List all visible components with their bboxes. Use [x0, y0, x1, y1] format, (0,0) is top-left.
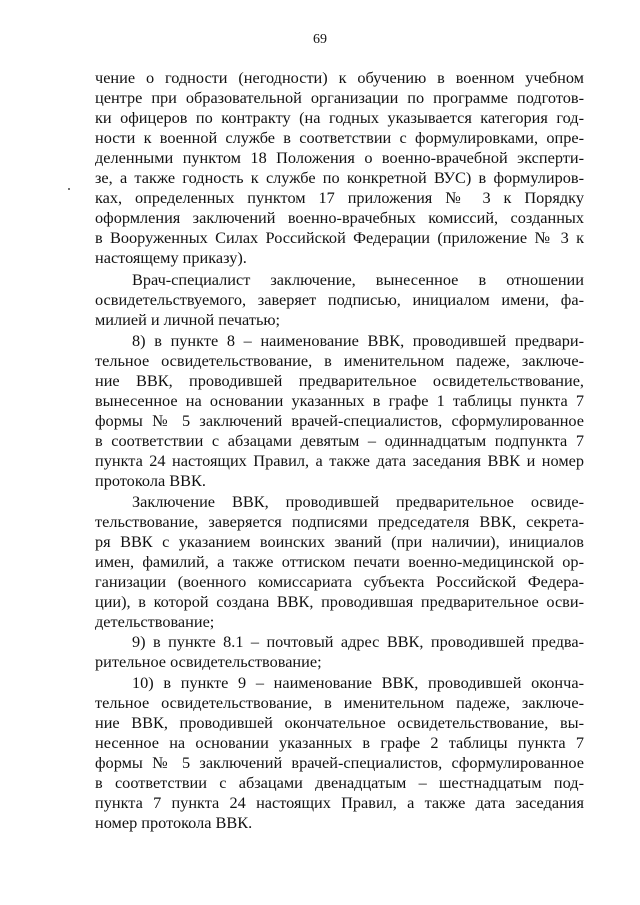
text-line: 9) в пункте 8.1 – почтовый адрес ВВК, проводившей предва- — [132, 632, 584, 651]
text-line: ции), в которой создана ВВК, проводившая предварительное осви- — [95, 592, 584, 611]
text-line: настоящему приказу). — [95, 248, 247, 267]
text-line: тельствование, заверяется подписями председателя ВВК, секрета- — [95, 512, 584, 531]
text-line: формы № 5 заключений врачей-специалистов, сформулированное — [95, 411, 584, 430]
text-line: несенное на основании указанных в графе 2 таблицы пункта 7 — [95, 733, 584, 752]
text-line: тельное освидетельствование, в именительном падеже, заключе- — [95, 351, 584, 370]
text-line: вынесенное на основании указанных в графе 1 таблицы пункта 7 — [95, 391, 584, 410]
text-line: Заключение ВВК, проводившей предварительное освиде- — [132, 492, 584, 511]
text-line: оформления заключений военно-врачебных комиссий, созданных — [95, 208, 584, 227]
text-line: чение о годности (негодности) к обучению в военном учебном — [95, 68, 584, 87]
text-line: ганизации (военного комиссариата субъекта Российской Федера- — [95, 572, 584, 591]
text-line: детельствование; — [95, 612, 215, 631]
text-line: в соответствии с абзацами девятым – одиннадцатым подпункта 7 — [95, 431, 584, 450]
text-line: формы № 5 заключений врачей-специалистов, сформулированное — [95, 753, 584, 772]
text-line: пункта 24 настоящих Правил, а также дата заседания ВВК и номер — [95, 451, 584, 470]
text-line: зе, а также годность к службе по конкретной ВУС) в формулиров- — [95, 168, 584, 187]
text-line: Врач-специалист заключение, вынесенное в отношении — [132, 270, 584, 289]
text-line: освидетельствуемого, заверяет подписью, инициалом имени, фа- — [95, 290, 584, 309]
text-line: деленными пунктом 18 Положения о военно-врачебной эксперти- — [95, 148, 584, 167]
text-line: ках, определенных пунктом 17 приложения № 3 к Порядку — [95, 188, 584, 207]
text-line: протокола ВВК. — [95, 471, 206, 490]
text-line: 10) в пункте 9 – наименование ВВК, проводившей оконча- — [132, 673, 584, 692]
text-line: пункта 7 пункта 24 настоящих Правил, а также дата заседания — [95, 793, 584, 812]
text-line: ря ВВК с указанием воинских званий (при наличии), инициалов — [95, 532, 584, 551]
text-line: ние ВВК, проводившей предварительное освидетельствование, — [95, 371, 584, 390]
text-line: милией и личной печатью; — [95, 310, 281, 329]
text-line: тельное освидетельствование, в именительном падеже, заключе- — [95, 693, 584, 712]
text-line: центре при образовательной организации по программе подготов- — [95, 88, 584, 107]
text-line: в Вооруженных Силах Российской Федерации (приложение № 3 к — [95, 228, 584, 247]
text-line: ние ВВК, проводившей окончательное освидетельствование, вы- — [95, 713, 584, 732]
text-line: в соответствии с абзацами двенадцатым – шестнадцатым под- — [95, 773, 584, 792]
text-line: рительное освидетельствование; — [95, 652, 322, 671]
scan-speck — [68, 188, 70, 190]
text-line: ки офицеров по контракту (на годных указывается категория год- — [95, 108, 584, 127]
text-line: ности к военной службе в соответствии с формулировками, опре- — [95, 128, 584, 147]
text-line: номер протокола ВВК. — [95, 813, 253, 832]
page-number: 69 — [313, 32, 327, 47]
text-line: имен, фамилий, а также оттиском печати военно-медицинской ор- — [95, 552, 584, 571]
text-line: 8) в пункте 8 – наименование ВВК, проводившей предвари- — [132, 331, 584, 350]
